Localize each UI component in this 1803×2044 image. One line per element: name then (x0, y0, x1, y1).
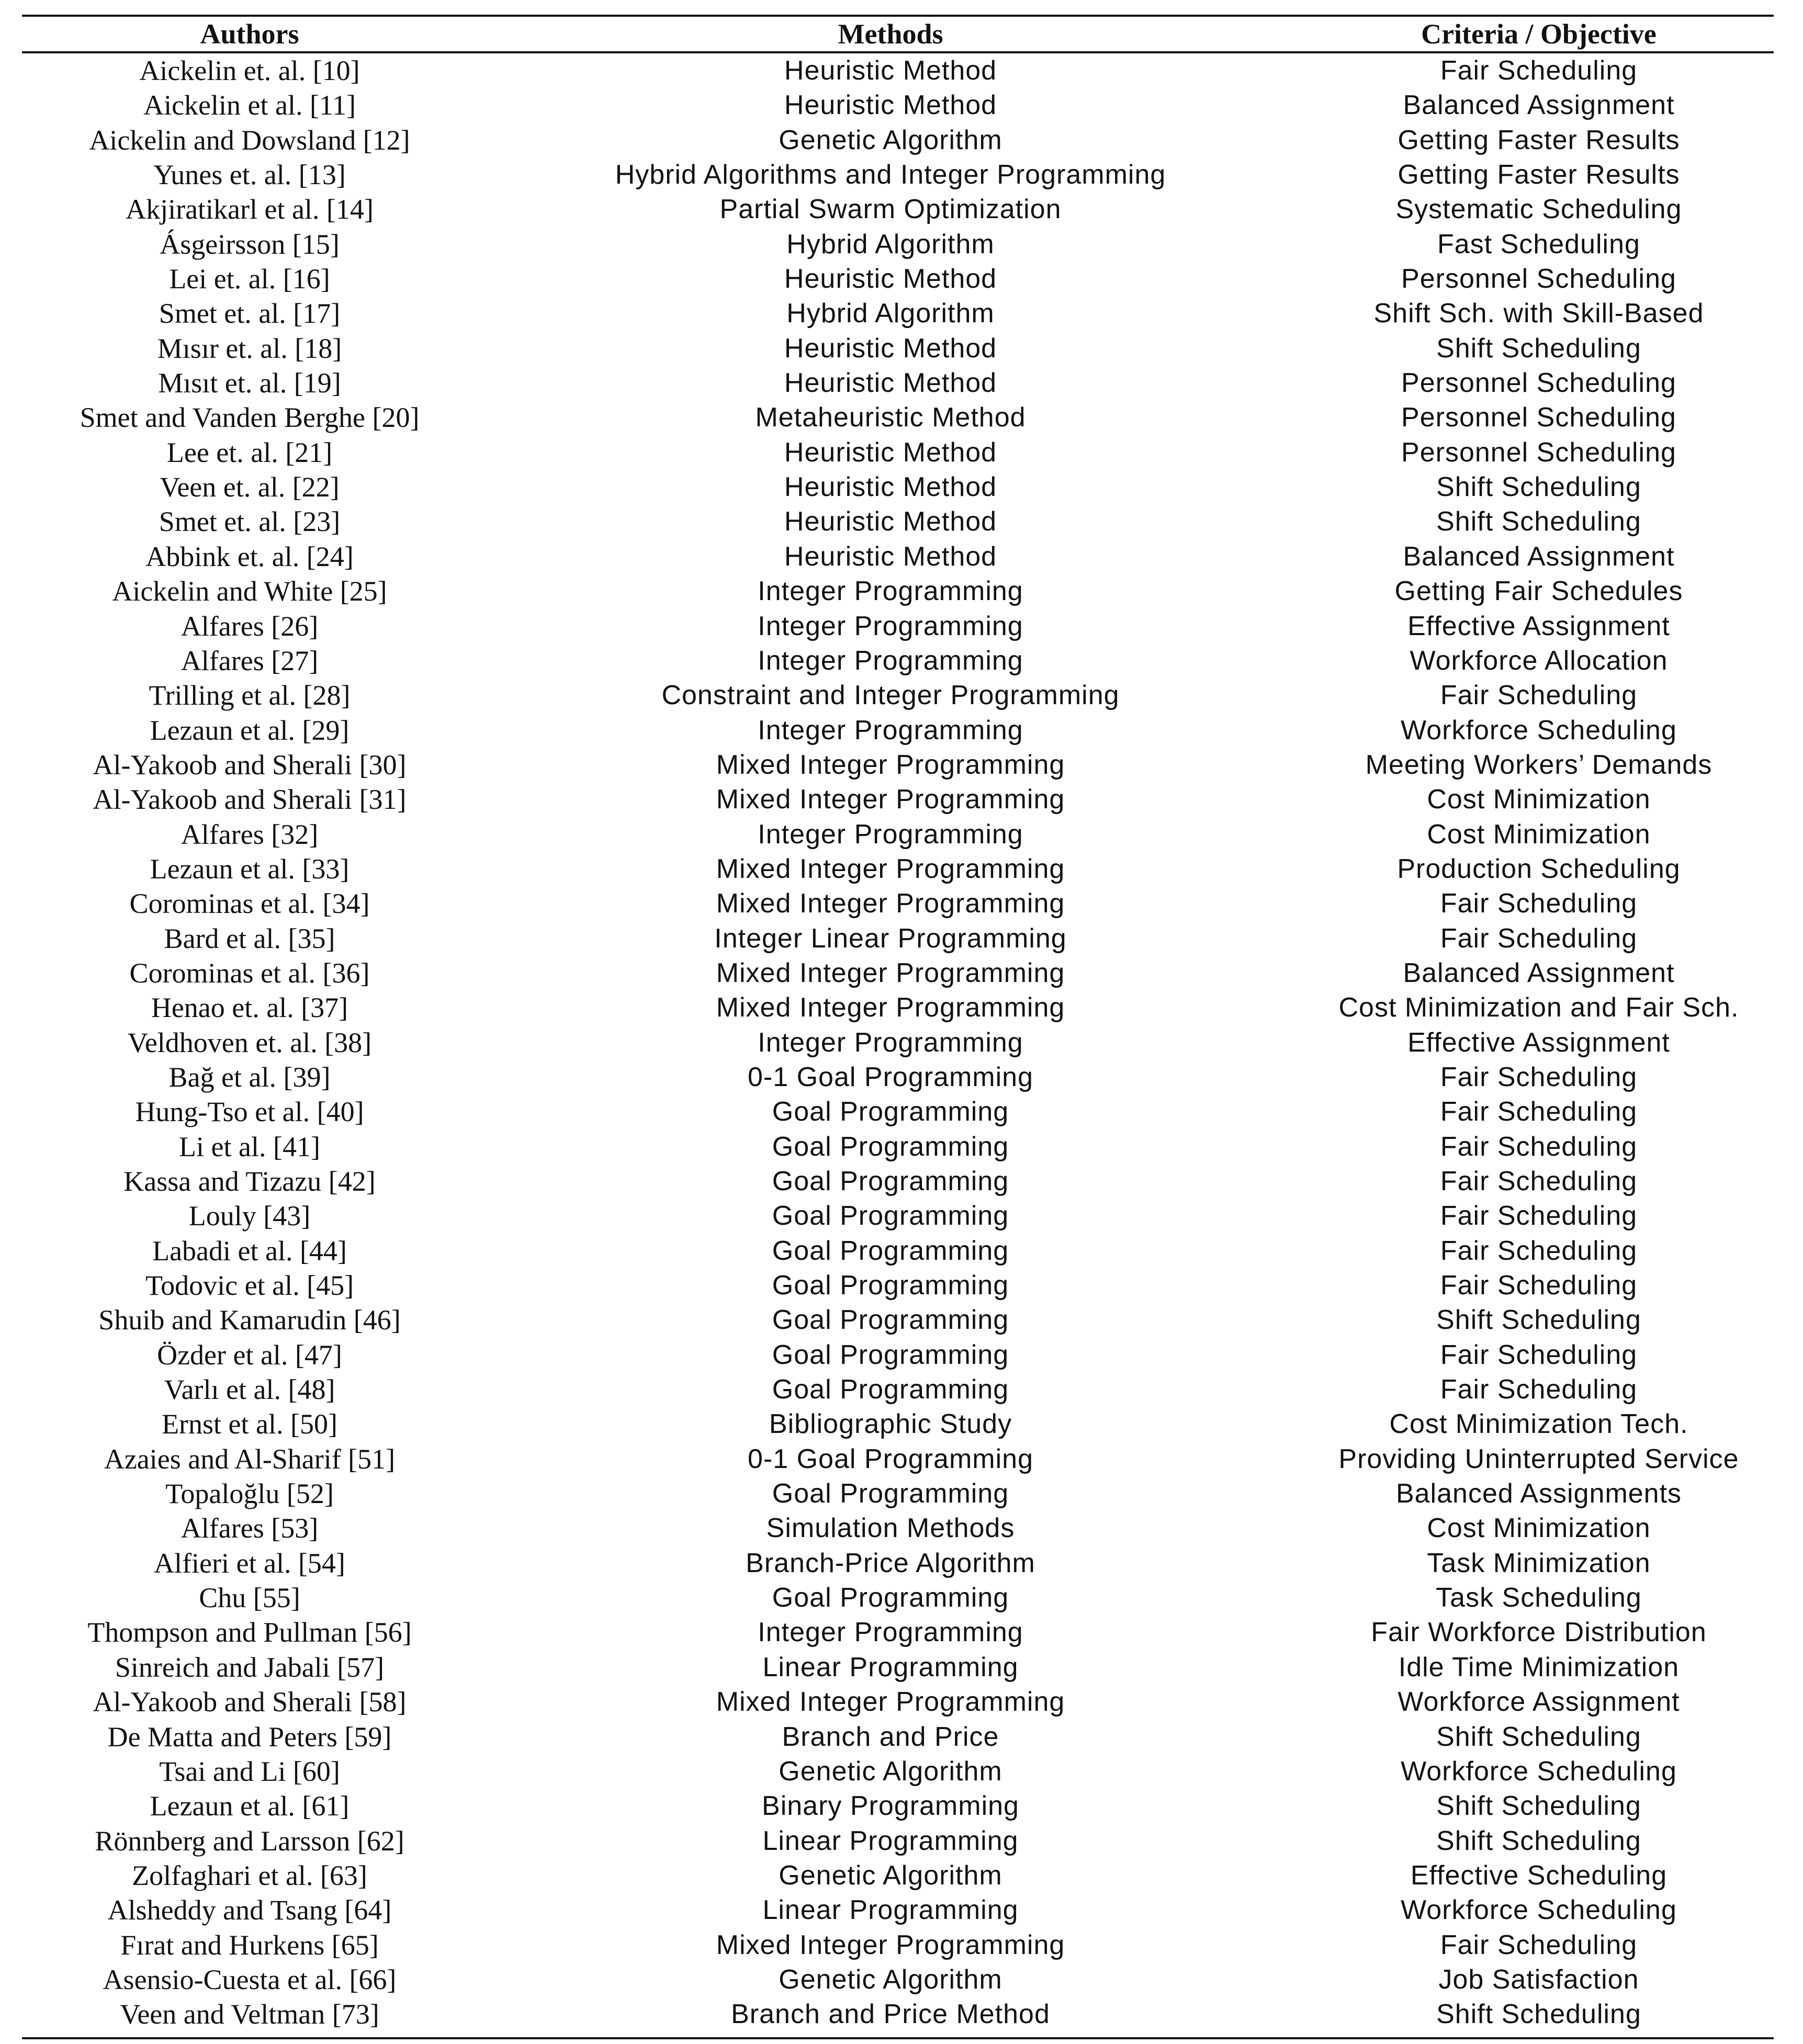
criteria-cell: Getting Faster Results (1398, 160, 1680, 190)
author-cell: Corominas et al. [34] (129, 888, 370, 920)
author-cell: Tsai and Li [60] (159, 1755, 340, 1787)
header-methods: Methods (838, 18, 943, 50)
method-cell: Mixed Integer Programming (716, 784, 1065, 815)
author-cell: Smet et. al. [17] (159, 298, 341, 330)
author-cell: Yunes et. al. [13] (153, 159, 346, 191)
method-cell: Integer Programming (758, 715, 1023, 746)
criteria-cell: Shift Scheduling (1436, 1721, 1641, 1752)
author-cell: Todovic et al. [45] (145, 1270, 354, 1302)
table-row (22, 1580, 1774, 1615)
table-row (22, 713, 1774, 748)
method-cell: Goal Programming (772, 1478, 1009, 1509)
criteria-cell: Fair Scheduling (1440, 680, 1638, 711)
method-cell: Goal Programming (772, 1270, 1009, 1301)
method-cell: Heuristic Method (784, 472, 997, 503)
method-cell: Simulation Methods (766, 1513, 1015, 1544)
method-cell: Integer Programming (758, 576, 1023, 607)
criteria-cell: Personnel Scheduling (1401, 368, 1676, 399)
author-cell: Aickelin et al. [11] (143, 89, 356, 121)
author-cell: Alfares [27] (181, 645, 319, 676)
table-row (22, 852, 1774, 886)
author-cell: Veen et. al. [22] (160, 471, 340, 503)
method-cell: Mixed Integer Programming (716, 853, 1065, 884)
table-row (22, 123, 1774, 157)
author-cell: Özder et al. [47] (157, 1339, 342, 1371)
criteria-cell: Fair Scheduling (1440, 923, 1638, 954)
criteria-cell: Getting Fair Schedules (1394, 576, 1683, 607)
criteria-cell: Providing Uninterrupted Service (1338, 1443, 1739, 1474)
header-authors: Authors (200, 18, 299, 50)
table-row (22, 1303, 1774, 1337)
method-cell: 0-1 Goal Programming (748, 1061, 1033, 1092)
author-cell: Veldhoven et. al. [38] (127, 1026, 372, 1058)
method-cell: Heuristic Method (784, 333, 997, 364)
method-cell: Constraint and Integer Programming (661, 680, 1120, 711)
criteria-cell: Fair Scheduling (1440, 1339, 1638, 1370)
table-row (22, 1130, 1774, 1164)
table-row (22, 1997, 1774, 2031)
method-cell: Goal Programming (772, 1201, 1009, 1232)
table-row (22, 1962, 1774, 1997)
table-row (22, 227, 1774, 262)
method-cell: Integer Linear Programming (714, 923, 1067, 954)
method-cell: Genetic Algorithm (779, 125, 1002, 155)
table-row (22, 192, 1774, 227)
table-row (22, 88, 1774, 122)
table-row (22, 782, 1774, 817)
table-row (22, 1754, 1774, 1789)
author-cell: Aickelin et. al. [10] (139, 55, 360, 86)
criteria-cell: Workforce Scheduling (1401, 1756, 1677, 1787)
criteria-cell: Fair Scheduling (1440, 55, 1638, 86)
criteria-cell: Fair Scheduling (1440, 1131, 1638, 1162)
author-cell: Trilling et al. [28] (149, 680, 351, 712)
table-row (22, 1858, 1774, 1893)
author-cell: Ásgeirsson [15] (160, 228, 340, 260)
author-cell: Lee et. al. [21] (166, 436, 333, 468)
criteria-cell: Fair Workforce Distribution (1371, 1617, 1707, 1648)
criteria-cell: Fair Scheduling (1440, 1061, 1638, 1092)
author-cell: Akjiratikarl et al. [14] (126, 194, 374, 225)
method-cell: Binary Programming (762, 1791, 1019, 1822)
criteria-cell: Fair Scheduling (1440, 1270, 1638, 1301)
author-cell: Mısıt et. al. [19] (158, 367, 341, 399)
table-body (22, 53, 1774, 2032)
method-cell: Goal Programming (772, 1166, 1009, 1196)
table-row (22, 1650, 1774, 1685)
author-cell: Lezaun et al. [61] (150, 1790, 350, 1822)
method-cell: Hybrid Algorithm (786, 298, 995, 329)
method-cell: Integer Programming (758, 1617, 1023, 1648)
table-row (22, 886, 1774, 921)
method-cell: Metaheuristic Method (755, 402, 1026, 433)
method-cell: Mixed Integer Programming (716, 1687, 1065, 1718)
criteria-cell: Effective Assignment (1407, 1027, 1670, 1058)
author-cell: Al-Yakoob and Sherali [58] (93, 1686, 407, 1718)
criteria-cell: Cost Minimization (1427, 1513, 1651, 1544)
criteria-cell: Meeting Workers’ Demands (1365, 749, 1712, 780)
table-row (22, 678, 1774, 713)
table-row (22, 1893, 1774, 1927)
method-cell: Linear Programming (762, 1652, 1019, 1682)
author-cell: Shuib and Kamarudin [46] (98, 1304, 401, 1336)
method-cell: Bibliographic Study (769, 1409, 1012, 1440)
table-row (22, 1060, 1774, 1094)
author-cell: Aickelin and White [25] (112, 575, 387, 607)
criteria-cell: Fair Scheduling (1440, 1374, 1638, 1405)
method-cell: Mixed Integer Programming (716, 749, 1065, 780)
method-cell: Heuristic Method (784, 437, 997, 468)
author-cell: Al-Yakoob and Sherali [30] (93, 749, 407, 781)
table-row (22, 574, 1774, 608)
method-cell: Heuristic Method (784, 264, 997, 295)
author-cell: Topaloğlu [52] (165, 1478, 334, 1510)
table-row (22, 990, 1774, 1025)
method-cell: Integer Programming (758, 1027, 1023, 1058)
table-row (22, 748, 1774, 782)
method-cell: Heuristic Method (784, 368, 997, 399)
table-row (22, 921, 1774, 956)
author-cell: Fırat and Hurkens [65] (120, 1929, 379, 1961)
table-row (22, 1476, 1774, 1511)
author-cell: Louly [43] (188, 1200, 311, 1232)
criteria-cell: Shift Scheduling (1436, 1825, 1641, 1856)
author-cell: Chu [55] (199, 1582, 300, 1614)
criteria-cell: Balanced Assignment (1403, 541, 1675, 572)
method-cell: Mixed Integer Programming (716, 957, 1065, 988)
criteria-cell: Effective Assignment (1407, 611, 1670, 641)
author-cell: Sinreich and Jabali [57] (115, 1651, 385, 1683)
table-row (22, 643, 1774, 678)
author-cell: Abbink et. al. [24] (145, 540, 354, 572)
criteria-cell: Balanced Assignments (1395, 1478, 1682, 1509)
method-cell: Mixed Integer Programming (716, 888, 1065, 919)
author-cell: Lezaun et al. [29] (150, 714, 350, 746)
criteria-cell: Fair Scheduling (1440, 1929, 1638, 1960)
criteria-cell: Fast Scheduling (1437, 229, 1640, 259)
table-row (22, 1789, 1774, 1823)
author-cell: Ernst et al. [50] (162, 1408, 337, 1440)
criteria-cell: Effective Scheduling (1410, 1860, 1667, 1891)
author-cell: Veen and Veltman [73] (120, 1998, 379, 2030)
criteria-cell: Workforce Assignment (1398, 1687, 1680, 1718)
author-cell: Rönnberg and Larsson [62] (95, 1825, 404, 1857)
criteria-cell: Cost Minimization Tech. (1389, 1409, 1688, 1440)
table-row (22, 1164, 1774, 1199)
author-cell: Alfieri et al. [54] (154, 1547, 345, 1579)
criteria-cell: Personnel Scheduling (1401, 264, 1676, 295)
table-row (22, 1685, 1774, 1719)
method-cell: 0-1 Goal Programming (748, 1443, 1033, 1474)
criteria-cell: Fair Scheduling (1440, 1201, 1638, 1232)
criteria-cell: Shift Scheduling (1436, 472, 1641, 503)
method-cell: Goal Programming (772, 1235, 1009, 1266)
table-row (22, 1615, 1774, 1650)
criteria-cell: Task Minimization (1427, 1548, 1651, 1578)
table-row (22, 504, 1774, 539)
author-cell: Bard et al. [35] (164, 922, 335, 954)
method-cell: Goal Programming (772, 1305, 1009, 1336)
table-row (22, 331, 1774, 366)
criteria-cell: Cost Minimization (1427, 819, 1651, 850)
method-cell: Goal Programming (772, 1374, 1009, 1405)
author-cell: Thompson and Pullman [56] (87, 1617, 412, 1648)
table-row (22, 296, 1774, 331)
table-row (22, 1511, 1774, 1545)
criteria-cell: Shift Scheduling (1436, 333, 1641, 364)
method-cell: Heuristic Method (784, 506, 997, 537)
author-cell: Zolfaghari et al. [63] (132, 1859, 367, 1891)
method-cell: Goal Programming (772, 1131, 1009, 1162)
method-cell: Linear Programming (762, 1895, 1019, 1926)
criteria-cell: Cost Minimization (1427, 784, 1651, 815)
author-cell: Henao et. al. [37] (151, 992, 348, 1024)
table-row (22, 539, 1774, 574)
table-row (22, 366, 1774, 400)
criteria-cell: Fair Scheduling (1440, 1235, 1638, 1266)
criteria-cell: Shift Scheduling (1436, 1305, 1641, 1336)
table-row (22, 1199, 1774, 1233)
author-cell: Kassa and Tizazu [42] (123, 1166, 376, 1197)
author-cell: Al-Yakoob and Sherali [31] (93, 784, 407, 816)
table-header-row (22, 17, 1774, 51)
table-row (22, 1546, 1774, 1580)
criteria-cell: Personnel Scheduling (1401, 437, 1676, 468)
method-cell: Integer Programming (758, 645, 1023, 676)
criteria-cell: Job Satisfaction (1438, 1964, 1639, 1995)
table-row (22, 262, 1774, 296)
criteria-cell: Workforce Scheduling (1401, 1895, 1677, 1926)
author-cell: Corominas et al. [36] (129, 957, 370, 989)
bottom-rule (22, 2037, 1774, 2039)
author-cell: Smet and Vanden Berghe [20] (80, 402, 420, 434)
criteria-cell: Fair Scheduling (1440, 888, 1638, 919)
author-cell: Alfares [26] (181, 610, 319, 642)
criteria-cell: Personnel Scheduling (1401, 402, 1676, 433)
criteria-cell: Workforce Scheduling (1401, 715, 1677, 746)
table-row (22, 1094, 1774, 1129)
method-cell: Goal Programming (772, 1097, 1009, 1127)
author-cell: De Matta and Peters [59] (107, 1721, 392, 1753)
table-row (22, 1372, 1774, 1407)
method-cell: Integer Programming (758, 611, 1023, 641)
method-cell: Linear Programming (762, 1825, 1019, 1856)
criteria-cell: Shift Scheduling (1436, 506, 1641, 537)
table-row (22, 956, 1774, 990)
criteria-cell: Idle Time Minimization (1398, 1652, 1680, 1682)
author-cell: Bağ et al. [39] (168, 1061, 331, 1093)
criteria-cell: Fair Scheduling (1440, 1166, 1638, 1196)
criteria-cell: Systematic Scheduling (1395, 194, 1682, 225)
author-cell: Alsheddy and Tsang [64] (107, 1894, 392, 1926)
author-cell: Varlı et al. [48] (164, 1374, 335, 1406)
author-cell: Li et al. [41] (179, 1131, 320, 1162)
author-cell: Asensio-Cuesta et al. [66] (103, 1963, 397, 1995)
table-row (22, 1928, 1774, 1962)
method-cell: Branch and Price (782, 1721, 999, 1752)
method-cell: Mixed Integer Programming (716, 1929, 1065, 1960)
criteria-cell: Task Scheduling (1436, 1583, 1642, 1613)
table-row (22, 1234, 1774, 1268)
criteria-cell: Cost Minimization and Fair Sch. (1338, 992, 1739, 1023)
table-row (22, 817, 1774, 852)
criteria-cell: Balanced Assignment (1403, 957, 1675, 988)
table-row (22, 435, 1774, 470)
author-cell: Labadi et al. [44] (152, 1235, 347, 1267)
table-row (22, 400, 1774, 435)
method-cell: Partial Swarm Optimization (719, 194, 1062, 225)
criteria-cell: Shift Scheduling (1436, 1791, 1641, 1822)
author-cell: Smet et. al. [23] (159, 506, 341, 538)
method-cell: Hybrid Algorithm (786, 229, 995, 259)
header-criteria: Criteria / Objective (1421, 18, 1656, 50)
method-cell: Genetic Algorithm (779, 1860, 1002, 1891)
method-cell: Heuristic Method (784, 541, 997, 572)
author-cell: Azaies and Al-Sharif [51] (104, 1443, 396, 1475)
criteria-cell: Shift Scheduling (1436, 1999, 1641, 2030)
criteria-cell: Shift Sch. with Skill-Based (1373, 298, 1704, 329)
method-cell: Branch-Price Algorithm (746, 1548, 1035, 1578)
author-cell: Mısır et. al. [18] (157, 332, 342, 364)
table-row (22, 1407, 1774, 1441)
method-cell: Goal Programming (772, 1583, 1009, 1613)
criteria-cell: Fair Scheduling (1440, 1097, 1638, 1127)
table-row (22, 1720, 1774, 1754)
method-cell: Goal Programming (772, 1339, 1009, 1370)
table-row (22, 609, 1774, 643)
method-cell: Mixed Integer Programming (716, 992, 1065, 1023)
table-row (22, 1025, 1774, 1060)
author-cell: Alfares [32] (181, 818, 319, 850)
criteria-cell: Getting Faster Results (1398, 125, 1680, 155)
criteria-cell: Production Scheduling (1397, 853, 1681, 884)
method-cell: Integer Programming (758, 819, 1023, 850)
author-cell: Alfares [53] (181, 1512, 319, 1544)
literature-table (22, 15, 1774, 2039)
table-row (22, 1824, 1774, 1858)
author-cell: Aickelin and Dowsland [12] (89, 124, 410, 156)
method-cell: Heuristic Method (784, 90, 997, 121)
table-row (22, 1268, 1774, 1303)
table-row (22, 53, 1774, 88)
method-cell: Branch and Price Method (731, 1999, 1050, 2030)
author-cell: Lei et. al. [16] (169, 263, 330, 295)
table-row (22, 157, 1774, 192)
table-row (22, 470, 1774, 504)
criteria-cell: Balanced Assignment (1403, 90, 1675, 121)
table-row (22, 1338, 1774, 1372)
method-cell: Genetic Algorithm (779, 1964, 1002, 1995)
method-cell: Heuristic Method (784, 55, 997, 86)
table-row (22, 1442, 1774, 1476)
method-cell: Hybrid Algorithms and Integer Programming (615, 160, 1166, 190)
criteria-cell: Workforce Allocation (1410, 645, 1668, 676)
method-cell: Genetic Algorithm (779, 1756, 1002, 1787)
author-cell: Lezaun et al. [33] (150, 853, 350, 885)
author-cell: Hung-Tso et al. [40] (135, 1096, 364, 1128)
